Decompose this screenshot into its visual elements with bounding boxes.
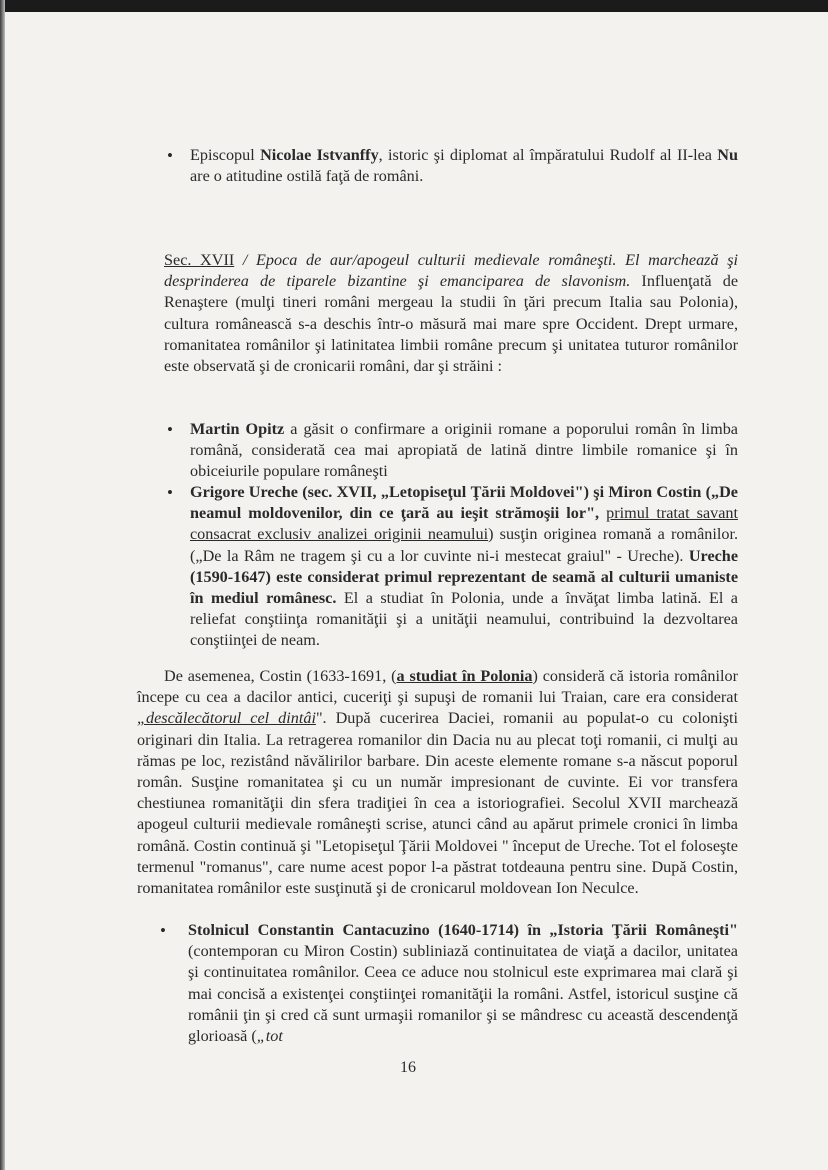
page-number: 16 bbox=[400, 1059, 416, 1076]
paragraph-opitz: Martin Opitz a găsit o confirmare a originii romane a poporului român în limba română, considerată cea mai apropiată de latină dintre limbile romanice şi în obiceiurile populare româneşti bbox=[190, 420, 738, 481]
bullet-2: • bbox=[167, 420, 173, 439]
paragraph-cantacuzino: Stolnicul Constantin Cantacuzino (1640-1714) în „Istoria Ţării Româneşti" (contemporan cu Miron Costin) subliniază continuitatea de viaţă a dacilor, unitatea şi continuitatea românilor. Ceea ce aduce nou stolnicul este exprimarea mai clară şi mai concisă a existenţei conştiinţei romanităţii la români. Astfel, istoricul susţine că românii ţin şi cred că sunt urmaşii romanilor şi se mândresc cu această descendenţă glorioasă („tot bbox=[188, 921, 738, 1046]
bullet-4: • bbox=[160, 921, 166, 940]
paragraph-costin: De asemenea, Costin (1633-1691, (a studiat în Polonia) consideră că istoria românilor începe cu cea a dacilor antici, cuceriţi şi supuşi de romanii lui Traian, care era considerat „descălecătorul cel dintâi". După cucerirea Daciei, romanii au populat-o cu colonişti originari din Italia. La retragerea romanilor din Dacia nu au plecat toţi romanii, ci mulţi au rămas pe loc, rezistând năvălirilor barbare. Din aceste elemente romane s-a născut poporul român. Susţine romanitatea şi cu un număr impresionant de cuvinte. Ei vor transfera chestiunea romanităţii din sfera tradiţiei în cea a istoriografiei. Secolul XVII marchează apogeul culturii medievale româneşti scrise, atunci când au apărut primele cronici în limba română. Costin continuă şi "Letopiseţul Ţării Moldovei " început de Ureche. Tot el foloseşte termenul "romanus", care nume acest popor l-a păstrat totdeauna pentru sine. După Costin, romanitatea românilor este susţinută şi de cronicarul moldovean Ion Neculce. bbox=[137, 667, 738, 898]
section-heading: Sec. XVII bbox=[164, 251, 235, 269]
bullet-3: • bbox=[167, 483, 173, 502]
paragraph-istvanffy: Episcopul Nicolae Istvanffy, istoric şi diplomat al împăratului Rudolf al II-lea Nu are o atitudine ostilă faţă de români. bbox=[190, 146, 738, 186]
paragraph-ureche-costin: Grigore Ureche (sec. XVII, „Letopiseţul Ţării Moldovei") şi Miron Costin („De neamul moldovenilor, din ce ţară au ieşit strămoşii lor", primul tratat savant consacrat exclusiv analizei originii neamului) susţin originea romană a românilor. („De la Râm ne tragem şi cu a lor cuvinte ni-i mestecat graiul" - Ureche). Ureche (1590-1647) este considerat primul reprezentant de seamă al culturii umaniste în mediul românesc. El a studiat în Polonia, unde a învăţat limba latină. El a reliefat conştiinţa romanităţii şi a unităţii neamului, contribuind la dezvoltarea conştiinţei de neam. bbox=[190, 483, 739, 650]
paragraph-sec-xvii: Sec. XVII / Epoca de aur/apogeul culturii medievale româneşti. El marchează şi desprinderea de tiparele bizantine şi emanciparea de slavonism. Influenţată de Renaştere (mulţi tineri români mergeau la studii în ţări precum Italia sau Polonia), cultura românească s-a deschis într-o măsură mai mare spre Occident. Drept urmare, romanitatea românilor şi latinitatea limbii române precum şi unitatea tuturor românilor este observată şi de cronicarii români, dar şi străini : bbox=[164, 251, 738, 376]
bullet-1: • bbox=[167, 146, 173, 165]
